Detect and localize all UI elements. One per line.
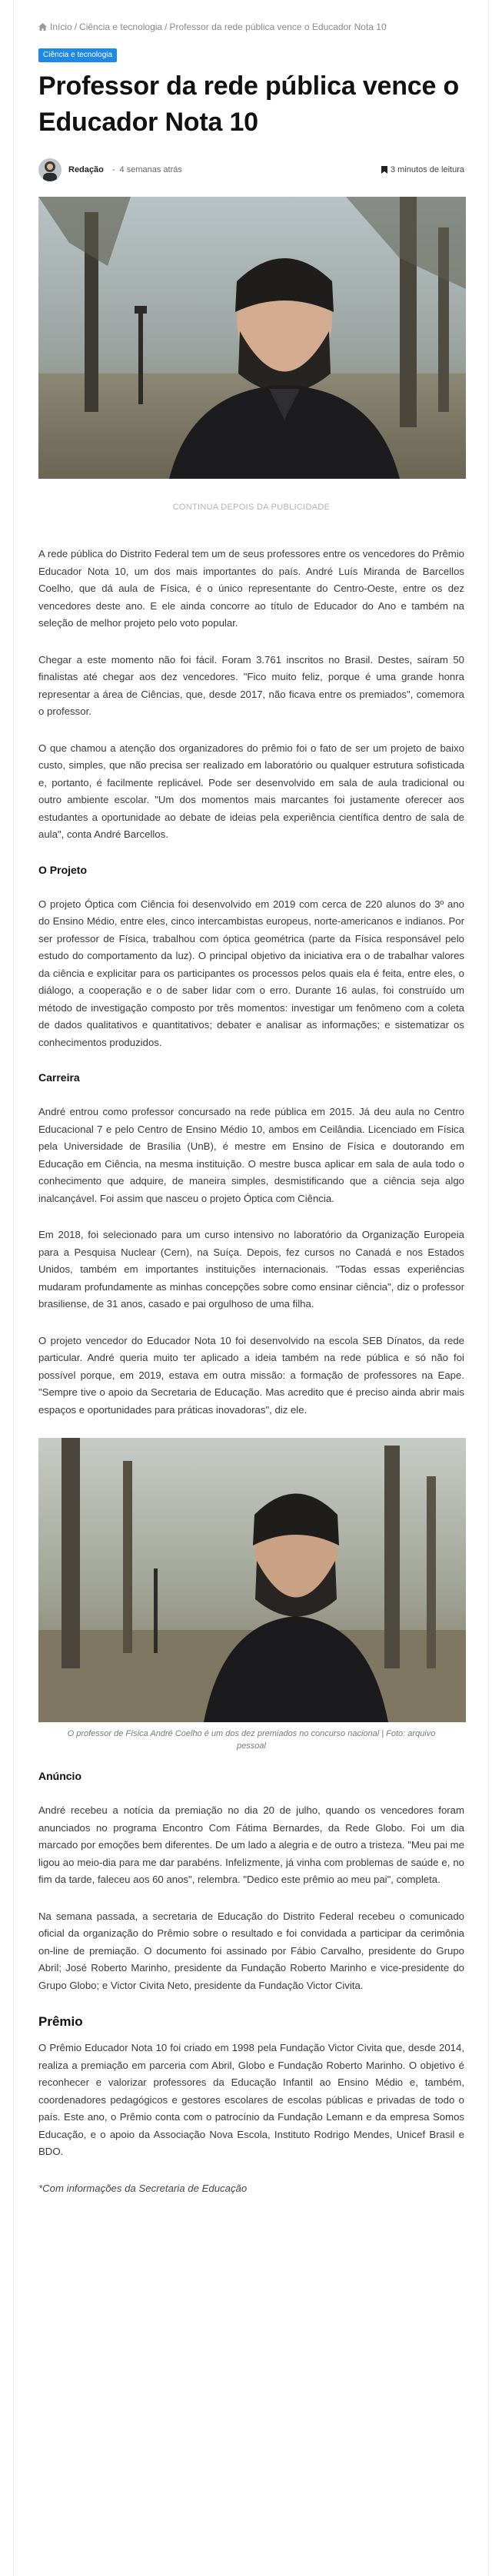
breadcrumb-category-link[interactable]: Ciência e tecnologia xyxy=(79,22,163,32)
paragraph: André recebeu a notícia da premiação no dia 20 de julho, quando os vencedores foram anunciados no programa Encontro Com Fátima Bernardes, da Rede Globo. Foi um dia marcado por emoções bem diferentes. De um lado a alegria e de outro a tristeza. "Meu pai me ligou ao meio-dia para me dar parabéns. Infelizmente, já vinha com problemas de saúde e, no fim da tarde, faleceu aos 60 anos", relembra. "Dedico este prêmio ao meu pai", completa. xyxy=(38,1804,464,1885)
author-name[interactable]: Redação xyxy=(68,165,104,174)
author-avatar[interactable] xyxy=(38,158,62,181)
bookmark-icon xyxy=(381,166,387,174)
breadcrumb-home-link[interactable]: Início xyxy=(50,22,72,32)
post-date: 4 semanas atrás xyxy=(119,165,182,174)
paragraph: Na semana passada, a secretaria de Educação do Distrito Federal recebeu o comunicado oficial da organização do Prêmio sobre o resultado e foi convidada a participar da cerimônia on-line de premiação. O documento foi assinado por Fábio Carvalho, presidente do Grupo Abril; José Roberto Marinho, presidente da Fundação Roberto Marinho e vice-presidente do Grupo Globo; e Victor Civita Neto, presidente da Fundação Victor Civita. xyxy=(38,1910,464,1991)
section-heading-projeto: O Projeto xyxy=(38,863,88,876)
article-body xyxy=(38,546,464,2197)
category-badge[interactable]: Ciência e tecnologia xyxy=(38,48,117,62)
hero-image xyxy=(38,197,466,479)
paragraph: Chegar a este momento não foi fácil. Foram 3.761 inscritos no Brasil. Destes, saíram 50 finalistas até chegar aos dez vencedores. "Fico muito feliz, porque é uma grande honra representar a área de Ciências, que, desde 2017, não ficava entre os premiados", comemora o professor. xyxy=(38,653,464,717)
paragraph: A rede pública do Distrito Federal tem um de seus professores entre os vencedores do Prêmio Educador Nota 10, um dos mais importantes do país. André Luís Miranda de Barcellos Coelho, que dá aula de Física, é o único representante do Centro-Oeste, entre os dez vencedores deste ano. E ele ainda concorre ao título de Educador do Ano e também na seleção de melhor projeto pelo voto popular. xyxy=(38,548,464,629)
reading-time xyxy=(381,165,464,174)
section-heading-carreira: Carreira xyxy=(38,1071,80,1084)
paragraph: O que chamou a atenção dos organizadores do prêmio foi o fato de ser um projeto de baixo custo, simples, que não precisa ser realizado em laboratório ou qualquer estrutura sofisticada e, portanto, é facilmente replicável. Pode ser desenvolvido em sala de aula tradicional ou outro ambiente escolar. "Um dos momentos mais marcantes foi justamente oferecer aos estudantes a oportunidade ao debate de ideias pela experiência científica dentro de sala de aula", conta André Barcellos. xyxy=(38,742,464,840)
paragraph: O Prêmio Educador Nota 10 foi criado em 1998 pela Fundação Victor Civita que, desde 2014, realiza a premiação em parceria com Abril, Globo e Fundação Roberto Marinho. O objetivo é reconhecer e valorizar professores da Educação Infantil ao Ensino Médio e, também, coordenadores pedagógicos e gestores escolares de escolas públicas e privadas de todo o país. Este ano, o Prêmio conta com o patrocínio da Fundação Lemann e da empresa Somos Educação, e o apoio da Associação Nova Escola, Instituto Rodrigo Mendes, Unicef Brasil e BDO. xyxy=(38,2042,464,2157)
paragraph: O projeto Óptica com Ciência foi desenvolvido em 2019 com cerca de 220 alunos do 3º ano do Ensino Médio, entre eles, cinco intercambistas europeus, norte-americanos e indianos. Por ser professor de Física, trabalhou com óptica geométrica (parte da Física responsável pelo estudo do comportamento da luz). O principal objetivo da iniciativa era o de trabalhar valores da ciência e explicitar para os participantes os processos pelos quais ela é feita, entre eles, o diálogo, a cooperação e o de saber lidar com o erro. Durante 16 aulas, foi construído um método de investigação composto por três momentos: investigar um fenômeno com a coleta de dados qualitativos e quantitativos; debater e analisar as informações; e sistematizar os conhecimentos produzidos. xyxy=(38,898,464,1048)
source-note: *Com informações da Secretaria de Educação xyxy=(38,2182,248,2194)
paragraph: Em 2018, foi selecionado para um curso intensivo no laboratório da Organização Europeia para a Pesquisa Nuclear (Cern), na Suíça. Depois, fez cursos no Canadá e nos Estados Unidos, também em importantes instituições internacionais. "Todas essas experiências mudaram profundamente as minhas concepções sobre como ensinar ciência", diz o professor brasiliense, de 31 anos, casado e pai orgulhoso de uma filha. xyxy=(38,1229,464,1310)
page-title: Professor da rede pública vence o Educador Nota 10 xyxy=(38,71,460,137)
article-page xyxy=(13,0,489,2576)
image-caption: O professor de Física André Coelho é um dos dez premiados no concurso nacional | Foto: arquivo pessoal xyxy=(67,1729,436,1751)
post-meta xyxy=(38,158,464,181)
paragraph: André entrou como professor concursado na rede pública em 2015. Já deu aula no Centro Educacional 7 e pelo Centro de Ensino Médio 10, ambos em Ceilândia. Licenciado em Física pela Universidade de Brasília (UnB), é mestre em Ensino de Física e doutorando em Educação em Ciência, na mesma instituição. O mestre busca aplicar em sala de aula todo o conhecimento que adquire, de maneira simples, desmistificando que a ciência seja algo inalcançável. Foi assim que nasceu o projeto Óptica com Ciência. xyxy=(38,1106,464,1204)
meta-separator: - xyxy=(111,165,115,174)
article-image xyxy=(38,1438,466,1722)
breadcrumb-current: Professor da rede pública vence o Educador Nota 10 xyxy=(169,22,387,32)
article-figure xyxy=(38,1438,464,1752)
breadcrumb: Início / Ciência e tecnologia / Professor da rede pública vence o Educador Nota 10 xyxy=(38,0,464,33)
paragraph: O projeto vencedor do Educador Nota 10 foi desenvolvido na escola SEB Dínatos, da rede particular. André queria muito ter aplicado a ideia também na rede pública e só não foi possível porque, em 2019, estava em outra missão: a formação de professores na Eape. "Sempre tive o apoio da Secretaria de Educação. Mas acredito que é preciso ainda abrir mais espaços e oportunidades para práticas inovadoras", diz ele. xyxy=(38,1334,464,1416)
reading-time-label: 3 minutos de leitura xyxy=(391,165,464,174)
home-icon xyxy=(38,23,47,31)
ad-label: CONTINUA DEPOIS DA PUBLICIDADE xyxy=(172,503,331,512)
section-heading-anuncio: Anúncio xyxy=(38,1770,81,1782)
section-heading-premio: Prêmio xyxy=(38,2014,83,2029)
